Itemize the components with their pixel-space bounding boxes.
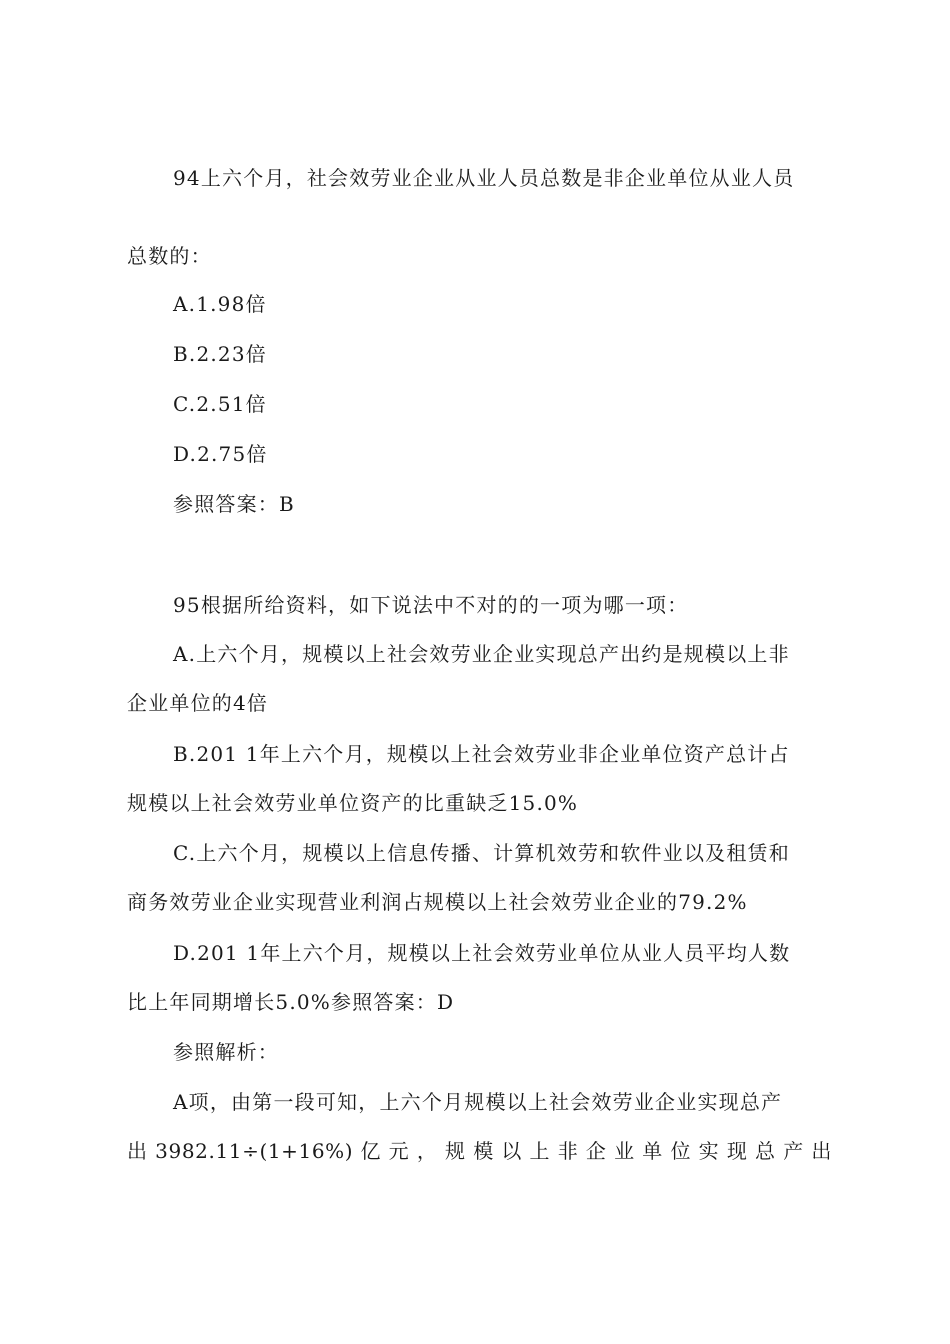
q94-answer: 参照答案：B <box>173 492 295 516</box>
q94-stem-line-1: 94上六个月，社会效劳业企业从业人员总数是非企业单位从业人员 <box>173 166 795 190</box>
q94-option-d: D.2.75倍 <box>173 442 268 466</box>
q94-option-c: C.2.51倍 <box>173 392 267 416</box>
q95-option-b-line-1: B.201 1年上六个月，规模以上社会效劳业非企业单位资产总计占 <box>173 742 790 766</box>
q95-option-a-line-2: 企业单位的4倍 <box>127 691 269 715</box>
analysis-line-1: A项，由第一段可知，上六个月规模以上社会效劳业企业实现总产 <box>173 1090 783 1114</box>
q95-option-d-line-2: 比上年同期增长5.0%参照答案：D <box>127 990 455 1014</box>
q94-option-a: A.1.98倍 <box>173 292 267 316</box>
q95-option-a-line-1: A.上六个月，规模以上社会效劳业企业实现总产出约是规模以上非 <box>173 642 790 666</box>
q95-stem: 95根据所给资料，如下说法中不对的的一项为哪一项： <box>173 593 689 617</box>
q95-option-c-line-1: C.上六个月，规模以上信息传播、计算机效劳和软件业以及租赁和 <box>173 841 790 865</box>
q95-option-b-line-2: 规模以上社会效劳业单位资产的比重缺乏15.0% <box>127 791 579 815</box>
analysis-label: 参照解析： <box>173 1040 279 1064</box>
q95-option-c-line-2: 商务效劳业企业实现营业利润占规模以上社会效劳业企业的79.2% <box>127 890 748 914</box>
analysis-line-2: 出 3982.11÷(1+16%) 亿 元 ， 规 模 以 上 非 企 业 单 位 实 现 总 产 出 <box>127 1139 832 1163</box>
q95-option-d-line-1: D.201 1年上六个月，规模以上社会效劳业单位从业人员平均人数 <box>173 941 791 965</box>
q94-option-b: B.2.23倍 <box>173 342 267 366</box>
q94-stem-line-2: 总数的： <box>127 244 212 268</box>
